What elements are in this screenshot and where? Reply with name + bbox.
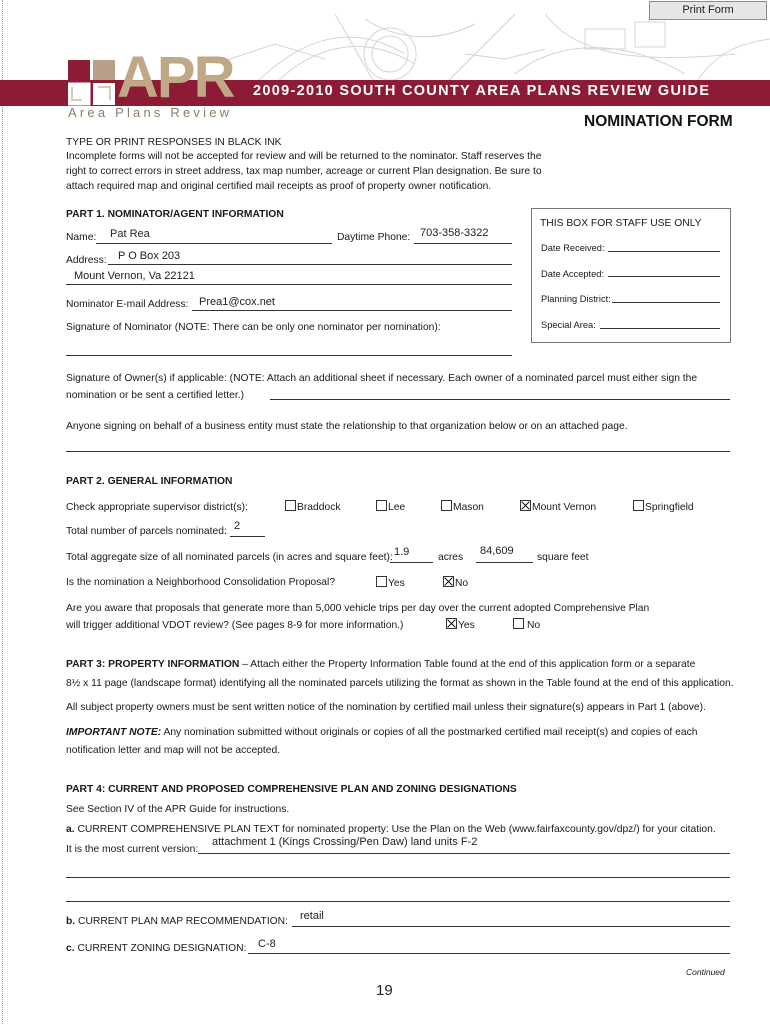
district-checkbox-springfield[interactable]: [633, 500, 644, 511]
parcels-label: Total number of parcels nominated:: [66, 526, 227, 537]
consolidation-label: Is the nomination a Neighborhood Consolidation Proposal?: [66, 577, 336, 588]
form-title: NOMINATION FORM: [584, 113, 733, 130]
plan-text-value: attachment 1 (Kings Crossing/Pen Daw) land units F-2: [212, 836, 478, 848]
intro-line: attach required map and original certified mail receipts as proof of property owner notification.: [66, 181, 492, 192]
zoning-description: CURRENT ZONING DESIGNATION:: [74, 943, 247, 954]
vdot-no-label: No: [527, 620, 541, 631]
consolidation-no-checkbox[interactable]: [443, 576, 454, 587]
plan-text-description: CURRENT COMPREHENSIVE PLAN TEXT for nominated property: Use the Plan on the Web (www.fairfaxcounty.gov/dpz/) for your citation.: [74, 824, 716, 835]
important-note-text: Any nomination submitted without originals or copies of all the postmarked certified mail receipt(s) and copies of each: [161, 727, 698, 738]
part4-instructions: See Section IV of the APR Guide for instructions.: [66, 804, 290, 815]
plan-map-field[interactable]: [292, 926, 730, 927]
print-form-button[interactable]: Print Form: [649, 1, 767, 20]
name-label: Name:: [66, 232, 97, 243]
item-a-marker: a.: [66, 824, 75, 835]
zoning-label: [66, 942, 246, 955]
important-note-label: IMPORTANT NOTE:: [66, 727, 162, 738]
plan-map-value: retail: [300, 910, 324, 922]
special-area-field: [600, 328, 720, 329]
date-accepted-field: [608, 276, 720, 277]
acres-field[interactable]: [390, 562, 433, 563]
district-label-braddock: Braddock: [297, 502, 341, 513]
sqft-label: square feet: [537, 552, 589, 563]
part3-line1-text: – Attach either the Property Information Table found at the end of this application form or a separate: [239, 659, 696, 670]
zoning-value: C-8: [258, 938, 276, 950]
staff-box-title: THIS BOX FOR STAFF USE ONLY: [540, 218, 702, 229]
vdot-yes-checkbox[interactable]: [446, 618, 457, 629]
planning-district-field: [612, 302, 720, 303]
vdot-question: Are you aware that proposals that generate more than 5,000 vehicle trips per day over the current adopted Comprehensive Plan: [66, 603, 650, 614]
size-label: Total aggregate size of all nominated parcels (in acres and square feet):: [66, 552, 393, 563]
email-field[interactable]: [192, 310, 512, 311]
special-area-label: Special Area:: [541, 320, 596, 330]
business-entity-note: Anyone signing on behalf of a business entity must state the relationship to that organization below or on an attached page.: [66, 421, 628, 432]
plan-text-field-3[interactable]: [66, 901, 730, 902]
plan-map-label: [66, 915, 288, 928]
part3-line2: 8½ x 11 page (landscape format) identifying all the nominated parcels utilizing the format as shown in the Table found at the end of this application.: [66, 678, 734, 689]
intro-line: right to correct errors in street address, tax map number, acreage or current Plan designation. Be sure to: [66, 166, 542, 177]
name-field[interactable]: [96, 243, 332, 244]
parcels-value: 2: [234, 520, 241, 532]
important-note: [66, 726, 697, 739]
phone-label: Daytime Phone:: [337, 232, 411, 243]
important-note-line2: notification letter and map will not be accepted.: [66, 745, 281, 756]
intro-line: Incomplete forms will not be accepted for review and will be returned to the nominator. Staff reserves the: [66, 151, 542, 162]
date-accepted-label: Date Accepted:: [541, 269, 605, 279]
phone-field[interactable]: [414, 243, 512, 244]
district-label-lee: Lee: [388, 502, 406, 513]
consolidation-yes-checkbox[interactable]: [376, 576, 387, 587]
district-label-mason: Mason: [453, 502, 484, 513]
page-edge-dotted-line: [2, 0, 3, 1024]
address-line1-value: P O Box 203: [118, 250, 181, 262]
name-value: Pat Rea: [110, 228, 150, 240]
map-background-graphic: [215, 14, 770, 86]
zoning-field[interactable]: [248, 953, 730, 954]
plan-text-label-2: It is the most current version:: [66, 844, 199, 855]
district-checkbox-mount-vernon[interactable]: [520, 500, 531, 511]
district-label-mount-vernon: Mount Vernon: [532, 502, 597, 513]
plan-text-label: [66, 823, 716, 836]
districts-label: Check appropriate supervisor district(s):: [66, 502, 248, 513]
owner-signature-note: Signature of Owner(s) if applicable: (NOTE: Attach an additional sheet if necessary. Each owner of a nominated parcel must either sign the: [66, 373, 698, 384]
intro-heading: TYPE OR PRINT RESPONSES IN BLACK INK: [66, 137, 282, 148]
vdot-yes-label: Yes: [458, 620, 475, 631]
planning-district-label: Planning District:: [541, 294, 611, 304]
date-received-label: Date Received:: [541, 243, 605, 253]
part3-heading: PART 3: PROPERTY INFORMATION: [66, 659, 240, 670]
district-label-springfield: Springfield: [645, 502, 694, 513]
part1-heading: PART 1. NOMINATOR/AGENT INFORMATION: [66, 209, 284, 220]
continued-note: Continued: [686, 967, 725, 977]
email-value: Prea1@cox.net: [199, 296, 275, 308]
item-b-marker: b.: [66, 916, 76, 927]
page-number: 19: [376, 982, 393, 999]
district-checkbox-lee[interactable]: [376, 500, 387, 511]
date-received-field: [608, 251, 720, 252]
vdot-question-2: will trigger additional VDOT review? (See pages 8-9 for more information.): [66, 620, 404, 631]
vdot-no-checkbox[interactable]: [513, 618, 524, 629]
address-line2-value: Mount Vernon, Va 22121: [74, 270, 195, 282]
apr-logo-mark: [68, 60, 116, 106]
apr-logo-subtitle: Area Plans Review: [68, 105, 233, 120]
nominator-signature-field[interactable]: [66, 355, 512, 356]
owner-signature-field[interactable]: [270, 399, 730, 400]
certified-mail-notice: All subject property owners must be sent written notice of the nomination by certified mail unless their signature(s) appears in Part 1 (above).: [66, 702, 706, 713]
district-checkbox-mason[interactable]: [441, 500, 452, 511]
district-checkbox-braddock[interactable]: [285, 500, 296, 511]
address-line1-field[interactable]: [108, 264, 512, 265]
business-relationship-field[interactable]: [66, 451, 730, 452]
part4-heading: PART 4: CURRENT AND PROPOSED COMPREHENSIVE PLAN AND ZONING DESIGNATIONS: [66, 784, 517, 795]
nominator-signature-label: Signature of Nominator (NOTE: There can be only one nominator per nomination):: [66, 322, 441, 333]
guide-title: 2009-2010 SOUTH COUNTY AREA PLANS REVIEW GUIDE: [253, 83, 711, 99]
part3-line1: [66, 658, 695, 671]
owner-signature-note-2: nomination or be sent a certified letter.): [66, 390, 245, 401]
acres-value: 1.9: [394, 546, 410, 558]
sqft-field[interactable]: [476, 562, 533, 563]
address-line2-field[interactable]: [66, 284, 512, 285]
consolidation-no-label: No: [455, 578, 469, 589]
plan-map-description: CURRENT PLAN MAP RECOMMENDATION:: [75, 916, 288, 927]
plan-text-field-2[interactable]: [66, 877, 730, 878]
email-label: Nominator E-mail Address:: [66, 299, 189, 310]
acres-label: acres: [438, 552, 464, 563]
item-c-marker: c.: [66, 943, 75, 954]
address-label: Address:: [66, 255, 107, 266]
parcels-field[interactable]: [230, 536, 265, 537]
apr-logo-text: APR: [117, 45, 234, 110]
sqft-value: 84,609: [480, 545, 514, 557]
part2-heading: PART 2. GENERAL INFORMATION: [66, 476, 233, 487]
phone-value: 703-358-3322: [420, 227, 489, 239]
consolidation-yes-label: Yes: [388, 578, 405, 589]
plan-text-field[interactable]: [198, 853, 730, 854]
